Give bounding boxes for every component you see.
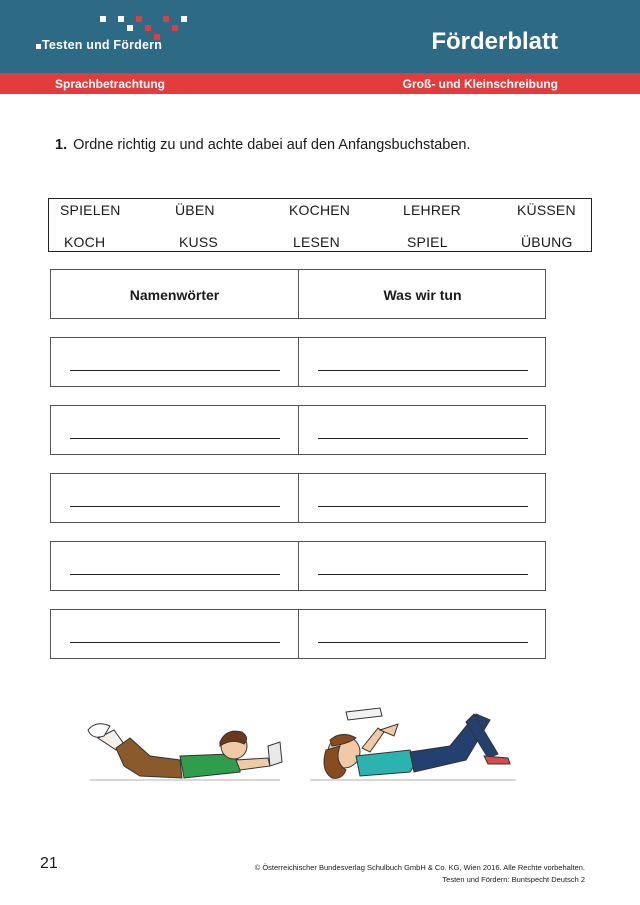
copyright-text: © Österreichischer Bundesverlag Schulbuch GmbH & Co. KG, Wien 2016. Alle Rechte vorbehalten.: [254, 863, 585, 872]
word-item: KÜSSEN: [517, 202, 576, 218]
word-item: ÜBUNG: [521, 234, 573, 250]
answer-line-namenwort[interactable]: [70, 370, 280, 371]
boy-reading-illustration: [88, 724, 282, 780]
answer-row: [50, 609, 546, 659]
word-item: KOCHEN: [289, 202, 351, 218]
answer-line-namenwort[interactable]: [70, 574, 280, 575]
word-item: SPIELEN: [60, 202, 121, 218]
logo-bullet-icon: [36, 44, 41, 49]
subject-label: Sprachbetrachtung: [55, 77, 166, 91]
answer-line-tunwort[interactable]: [318, 642, 528, 643]
task-text: Ordne richtig zu und achte dabei auf den Anfangsbuchstaben.: [73, 137, 471, 153]
answer-row: [50, 405, 546, 455]
word-item: KUSS: [179, 234, 218, 250]
header-bar: [0, 0, 640, 73]
task-number: 1.: [55, 137, 68, 153]
logo-text: Testen und Fördern: [42, 38, 163, 52]
table-header: [50, 269, 546, 319]
reading-children-illustration: [80, 700, 520, 790]
subject-bar: [0, 73, 640, 94]
answer-line-namenwort[interactable]: [70, 506, 280, 507]
footer-copyright: [255, 862, 585, 886]
word-item: SPIEL: [407, 234, 448, 250]
task-instruction: [55, 137, 471, 153]
answer-row: [50, 541, 546, 591]
word-item: LESEN: [293, 234, 340, 250]
column-header-was-wir-tun: Was wir tun: [383, 287, 462, 303]
word-box: [48, 198, 592, 252]
page-title: Förderblatt: [431, 28, 558, 55]
word-item: ÜBEN: [175, 202, 215, 218]
column-header-namenwoerter: Namenwörter: [129, 287, 220, 303]
answer-line-namenwort[interactable]: [70, 438, 280, 439]
word-item: KOCH: [64, 234, 106, 250]
logo-dots-icon: [0, 0, 200, 40]
answer-line-tunwort[interactable]: [318, 370, 528, 371]
word-item: LEHRER: [403, 202, 461, 218]
page-number: 21: [40, 855, 58, 872]
answer-row: [50, 337, 546, 387]
answer-line-tunwort[interactable]: [318, 506, 528, 507]
answer-row: [50, 473, 546, 523]
answer-line-tunwort[interactable]: [318, 574, 528, 575]
girl-reading-illustration: [310, 708, 516, 780]
answer-line-namenwort[interactable]: [70, 642, 280, 643]
answer-line-tunwort[interactable]: [318, 438, 528, 439]
source-text: Testen und Fördern: Buntspecht Deutsch 2: [442, 875, 585, 884]
topic-label: Groß- und Kleinschreibung: [402, 77, 558, 91]
